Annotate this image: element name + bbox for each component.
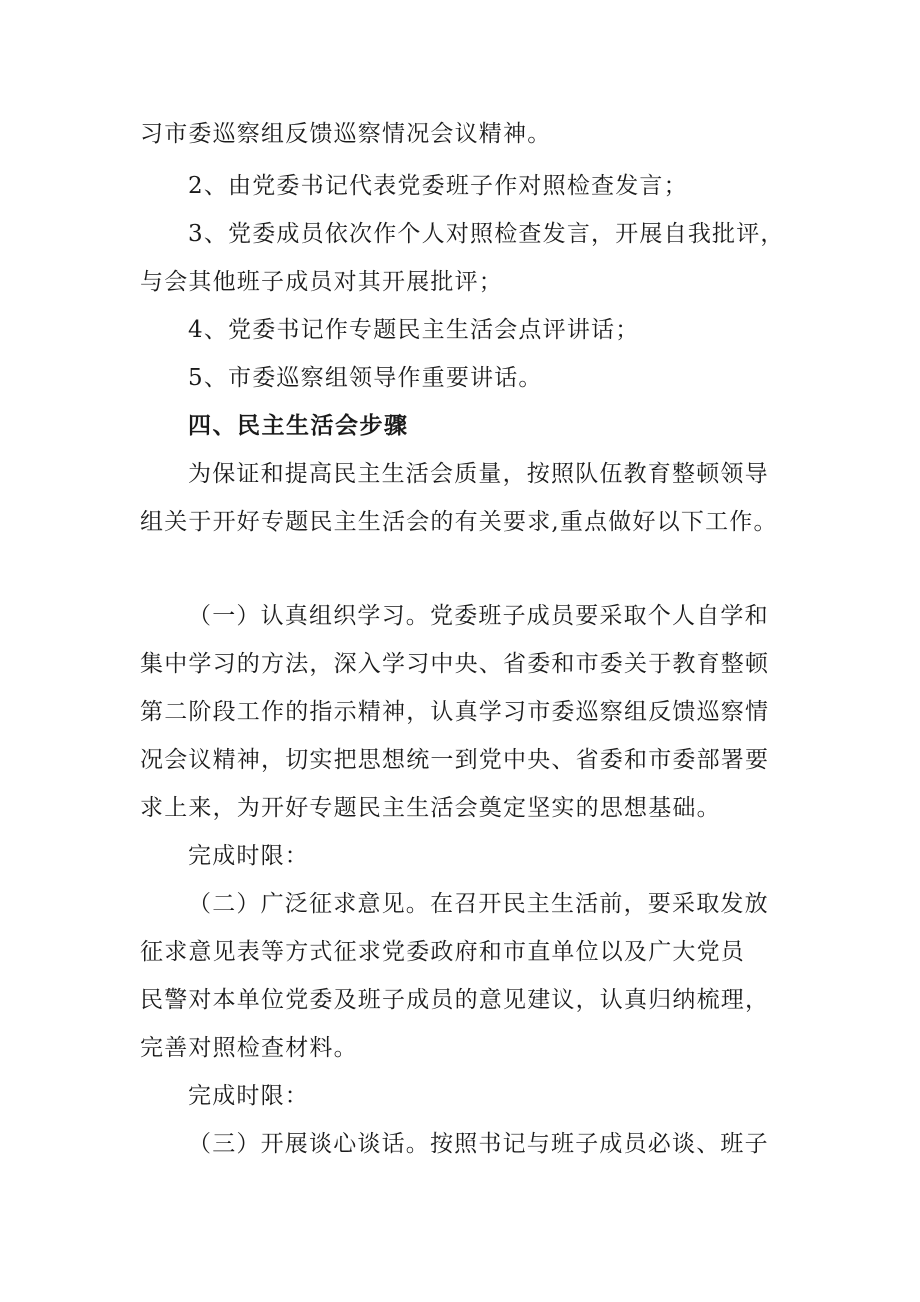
text-line: 2、由党委书记代表党委班子作对照检查发言； bbox=[188, 173, 688, 199]
text-line: （二）广泛征求意见。在召开民主生活前，要采取发放 bbox=[188, 891, 769, 917]
text-line: 4、党委书记作专题民主生活会点评讲话； bbox=[188, 317, 640, 343]
text-line: 3、党委成员依次作个人对照检查发言，开展自我批评， bbox=[188, 221, 785, 247]
text-line: 为保证和提高民主生活会质量，按照队伍教育整顿领导 bbox=[188, 461, 769, 487]
text-line: 与会其他班子成员对其开展批评； bbox=[140, 269, 503, 295]
text-line: 完成时限： bbox=[188, 1083, 309, 1109]
text-line: 5、市委巡察组领导作重要讲话。 bbox=[188, 365, 543, 391]
text-line: 习市委巡察组反馈巡察情况会议精神。 bbox=[140, 121, 552, 147]
text-line: 民警对本单位党委及班子成员的意见建议，认真归纳梳理， bbox=[140, 987, 770, 1013]
text-line: 征求意见表等方式征求党委政府和市直单位以及广大党员 bbox=[140, 939, 745, 965]
text-line: 第二阶段工作的指示精神，认真学习市委巡察组反馈巡察情 bbox=[140, 699, 770, 725]
text-line: （三）开展谈心谈话。按照书记与班子成员必谈、班子 bbox=[188, 1131, 769, 1157]
text-line: 完善对照检查材料。 bbox=[140, 1035, 358, 1061]
text-line: 组关于开好专题民主生活会的有关要求,重点做好以下工作。 bbox=[140, 509, 778, 535]
text-line: 况会议精神，切实把思想统一到党中央、省委和市委部署要 bbox=[140, 747, 770, 773]
text-line: 完成时限： bbox=[188, 843, 309, 869]
section-heading: 四、民主生活会步骤 bbox=[188, 412, 409, 439]
text-line: 求上来，为开好专题民主生活会奠定坚实的思想基础。 bbox=[140, 795, 721, 821]
text-line: 集中学习的方法，深入学习中央、省委和市委关于教育整顿 bbox=[140, 651, 770, 677]
text-line: （一）认真组织学习。党委班子成员要采取个人自学和 bbox=[188, 603, 769, 629]
